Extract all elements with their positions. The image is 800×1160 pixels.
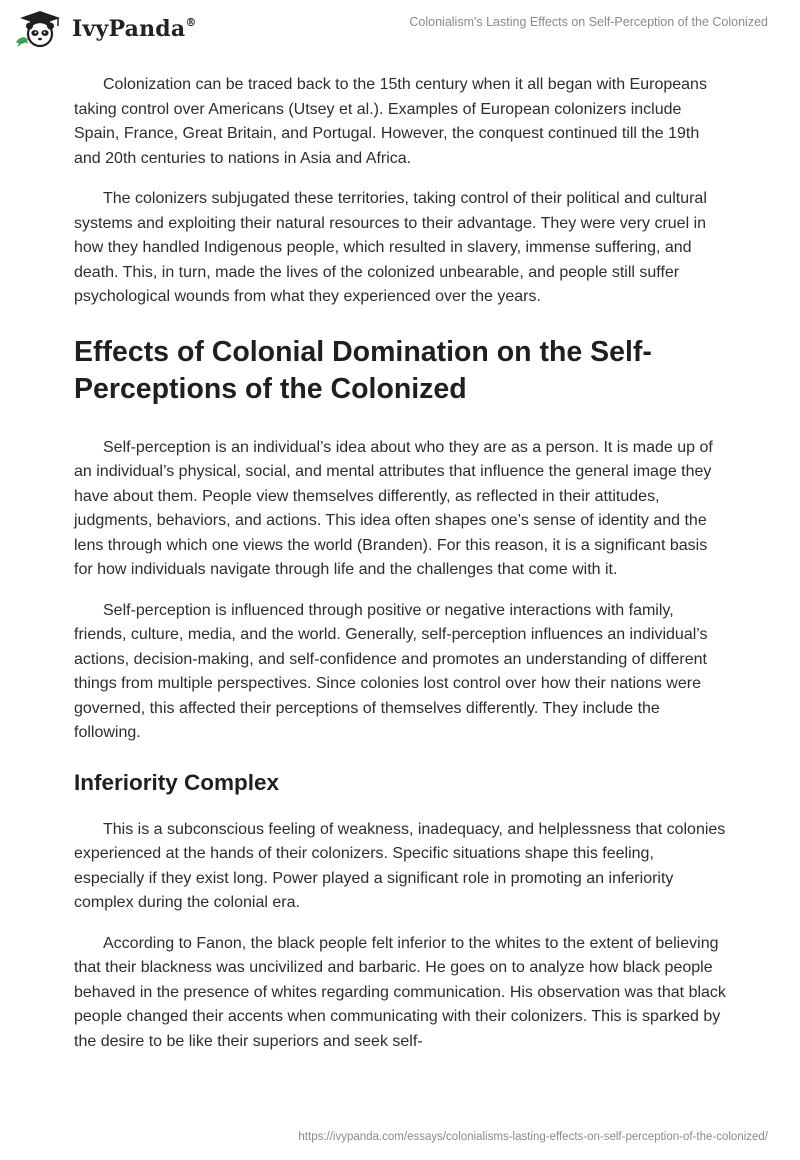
paragraph: Self-perception is influenced through positive or negative interactions with family, friends, culture, media, and the world. Generally, self-perception influences an individual’s actions, decision-making, and self-confidence and promotes an understanding of different things from multiple perspectives. Since colonies lost control over how their nations were governed, this affected their perceptions of themselves differently. They include the following. [74, 601, 708, 741]
panda-graduate-icon [14, 10, 66, 48]
document-title: Colonialism's Lasting Effects on Self-Perception of the Colonized [409, 15, 768, 29]
subsection-heading: Inferiority Complex [74, 769, 280, 795]
brand-name [72, 16, 197, 42]
paragraph: Colonization can be traced back to the 15th century when it all began with Europeans taking control over Americans (Utsey et al.). Examples of European colonizers include Spain, France, Great Britain, and Portugal. However, the conquest continued till the 19th and 20th centuries to nations in Asia and Africa. [74, 76, 707, 167]
essay-body [74, 73, 728, 1070]
brand-label: IvyPanda [72, 16, 186, 42]
paragraph: Self-perception is an individual’s idea about who they are as a person. It is made up of an individual’s physical, social, and mental attributes that influence the general image they have about them. People view themselves differently, as reflected in their attitudes, judgments, behaviors, and actions. This idea often shapes one’s sense of identity and the lens through which one views the world (Branden). For this reason, it is a significant basis for how individuals navigate through life and the challenges that come with it. [74, 438, 713, 578]
paragraph: The colonizers subjugated these territories, taking control of their political and cultural systems and exploiting their natural resources to their advantage. They were very cruel in how they handled Indigenous people, which resulted in slavery, immense suffering, and death. This, in turn, made the lives of the colonized unbearable, and people still suffer psychological wounds from what they experienced over the years. [74, 190, 707, 305]
page-header [0, 0, 800, 56]
paragraph: According to Fanon, the black people felt inferior to the whites to the extent of believing that their blackness was uncivilized and barbaric. He goes on to analyze how black people behaved in the presence of whites regarding communication. His observation was that black people changed their accents when communicating with their colonizers. This is sparked by the desire to be like their superiors and seek self- [74, 934, 726, 1050]
section-heading: Effects of Colonial Domination on the Self-Perceptions of the Colonized [74, 335, 652, 405]
ivypanda-logo[interactable] [14, 10, 197, 48]
registered-mark: ® [185, 15, 197, 29]
paragraph: This is a subconscious feeling of weakness, inadequacy, and helplessness that colonies experienced at the hands of their colonizers. Specific situations shape this feeling, especially if they exist long. Power played a significant role in promoting an inferiority complex during the colonial era. [74, 820, 726, 911]
source-url-link[interactable]: https://ivypanda.com/essays/colonialisms-lasting-effects-on-self-perception-of-the-colonized/ [298, 1131, 768, 1143]
